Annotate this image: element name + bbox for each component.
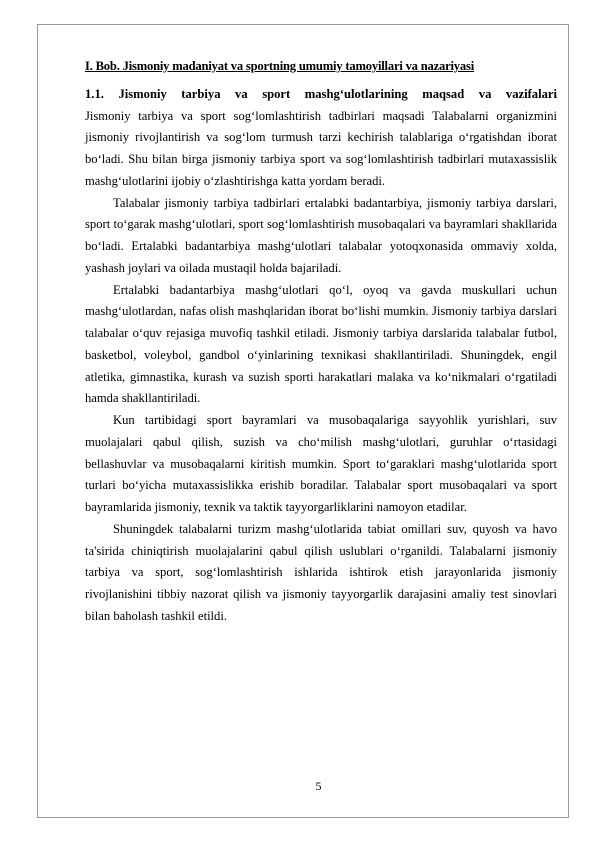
chapter-title: I. Bob. Jismoniy madaniyat va sportning umumiy tamoyillari va nazariyasi <box>85 59 474 73</box>
paragraph-3: Ertalabki badantarbiya mashg‘ulotlari qo‘l, oyoq va gavda muskullari uchun mashg‘ulotlardan, nafas olish mashqlaridan iborat bo‘lishi mumkin. Jismoniy tarbiya darslari talabalar o‘quv rejasiga muvofiq tashkil etiladi. Jismoniy tarbiya darslarida talabalar futbol, basketbol, voleybol, gandbol o‘yinlarining texnikasi shakllantiriladi. Shuningdek, engil atletika, gimnastika, kurash va suzish sporti harakatlari malaka va ko‘nikmalari o‘rgatiladi hamda shakllantiriladi. <box>85 282 557 406</box>
paragraph-4: Kun tartibidagi sport bayramlari va musobaqalariga sayyohlik yurishlari, suv muolajalari qabul qilish, suzish va cho‘milish mashg‘ulotlari, guruhlar o‘rtasidagi bellashuvlar va musobaqalarni kiritish mumkin. Sport to‘garaklari mashg‘ulotlarida sport turlari bo‘yicha mutaxassislikka erishib boradilar. Talabalar sport musobaqalari va sport bayramlarida jismoniy, texnik va taktik tayyorgarliklarini namoyon etadilar. <box>85 413 557 514</box>
page-number: 5 <box>315 779 322 793</box>
paragraph-2: Talabalar jismoniy tarbiya tadbirlari ertalabki badantarbiya, jismoniy tarbiya darslari, sport to‘garak mashg‘ulotlari, sport sog‘lomlashtirish musobaqalari va bayramlari shakllarida bo‘ladi. Ertalabki badantarbiya mashg‘ulotlari talabalar yotoqxonasida ommaviy xolda, yashash joylari va oilada mustaqil holda bajariladi. <box>85 195 557 275</box>
section-title: 1.1. Jismoniy tarbiya va sport mashg‘ulotlarining maqsad va vazifalari <box>85 86 557 101</box>
page-content <box>85 56 557 628</box>
paragraph-5: Shuningdek talabalarni turizm mashg‘ulotlarida tabiat omillari suv, quyosh va havo ta'sirida chiniqtirish muolajalarini qabul qilish uslublari o‘rganildi. Talabalarni jismoniy tarbiya va sport, sog‘lomlashtirish ishlarida ishtirok etish jarayonlarida jismoniy rivojlanishini tibbiy nazorat qilish va jismoniy tayyorgarlik darajasini amaliy test sinovlari bilan baholash tashkil etildi. <box>85 521 557 623</box>
paragraph-1: Jismoniy tarbiya va sport sog‘lomlashtirish tadbirlari maqsadi Talabalarni organizmini jismoniy rivojlantirish va sog‘lom turmush tarzi kechirish talablariga o‘rgatishdan iborat bo‘ladi. Shu bilan birga jismoniy tarbiya sport va sog‘lomlashtirish tadbirlari mutaxassislik mashg‘ulotlarini ijobiy o‘zlashtirishga katta yordam beradi. <box>85 108 557 188</box>
